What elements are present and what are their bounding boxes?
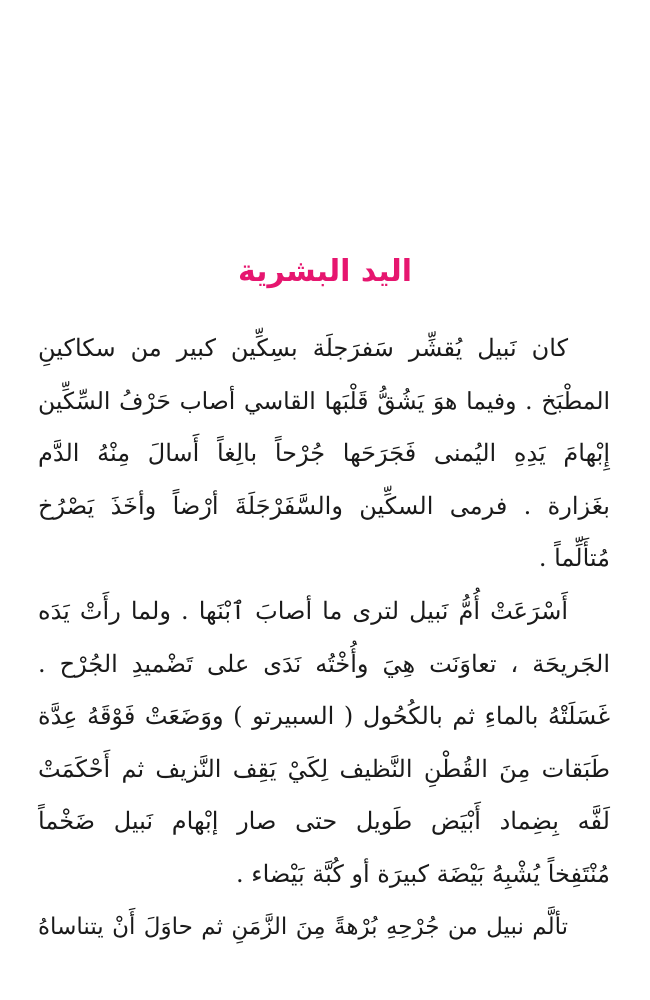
story-body: [38, 322, 610, 953]
text-line: لَفَّه بِضِماد أَبْيَض طَويل حتى صار إبْهام نَبيل ضَخْماً: [38, 807, 610, 836]
paragraph-1: [38, 322, 610, 585]
text-line: تألَّم نبيل من جُرْحِهِ بُرْهةً مِنَ الزَّمَنِ ثم حاوَلَ أَنْ يتناساهُ: [38, 913, 568, 940]
paragraph-2: [38, 585, 610, 901]
text-line: مُتأَلِّماً .: [538, 544, 610, 573]
text-line: المطْبَخ . وفيما هوَ يَشُقُّ قَلْبَها القاسي أصاب حَرْفُ السِّكِّين: [38, 386, 610, 415]
text-line: بغَزارة . فرمى السكِّين والسَّفَرْجَلَةَ أرْضاً وأخَذَ يَصْرُخ: [38, 491, 610, 520]
text-line: كان نَبيل يُقشِّر سَفرَجلَة بسِكِّين كبير من سكاكينِ: [38, 334, 568, 362]
text-line: أَسْرَعَتْ أُمُّ نَبيل لترى ما أصابَ ٱبْنَها . ولما رأَتْ يَدَه: [38, 596, 568, 625]
text-line: إِبْهامَ يَدِهِ اليُمنى فَجَرَحَها جُرْحاً بالِغاً أَسالَ مِنْهُ الدَّم: [38, 439, 610, 468]
text-line: الجَريحَة ، تعاوَنَت هِيَ وأُخْتُه نَدَى على تَضْميدِ الجُرْح .: [38, 649, 610, 678]
story-title: اليد البشرية: [237, 254, 412, 289]
text-line: غَسَلَتْهُ بالماءِ ثم بالكُحُول ( السبيرتو ) ووَضَعَتْ فَوْقَهُ عِدَّة: [38, 702, 610, 731]
text-line: مُنْتَفِخاً يُشْبِهُ بَيْضَة كبيرَة أو كُبَّة بَيْضاء .: [236, 859, 610, 888]
paragraph-3: [38, 901, 610, 954]
text-line: طَبَقات مِنَ القُطْنِ النَّظيف لِكَيْ يَقِف النَّزيف ثم أَحْكَمَتْ: [38, 754, 610, 783]
